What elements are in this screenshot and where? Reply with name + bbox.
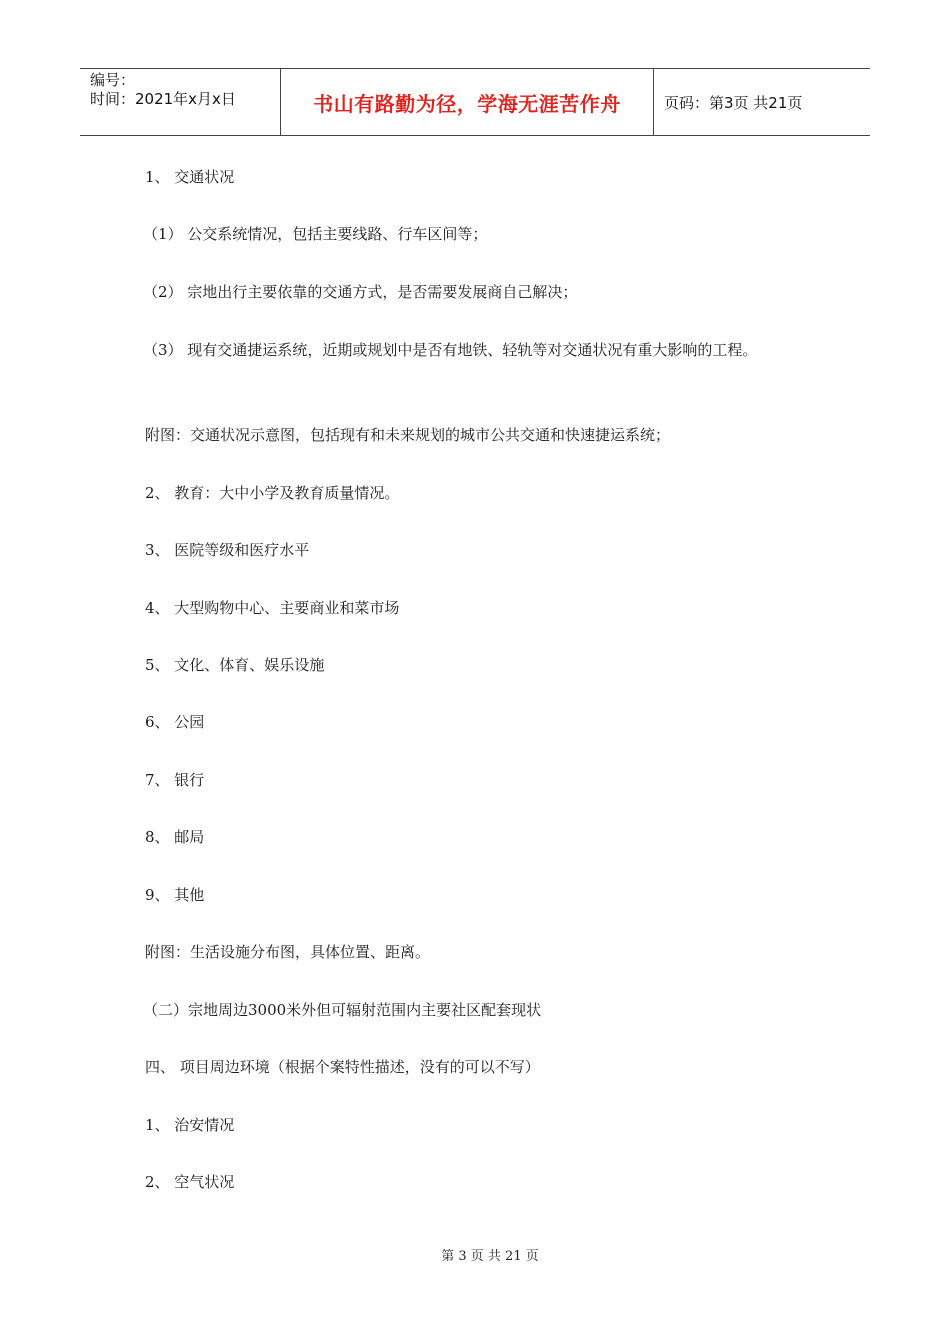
header-meta — [80, 69, 281, 135]
subitem-bus-system: （1） 公交系统情况，包括主要线路、行车区间等； — [143, 225, 488, 243]
document-date-label: 时间：2021年x月x日 — [90, 90, 236, 108]
document-number-label: 编号： — [90, 71, 136, 89]
section-item-post-office: 8、 邮局 — [145, 828, 205, 846]
section-item-culture: 5、 文化、体育、娱乐设施 — [145, 656, 325, 674]
subitem-travel-mode: （2） 宗地出行主要依靠的交通方式，是否需要发展商自己解决； — [143, 283, 578, 301]
section-item-security: 1、 治安情况 — [145, 1116, 235, 1134]
header-motto: 书山有路勤为径，学海无涯苦作舟 — [281, 69, 654, 135]
section-item-shopping: 4、 大型购物中心、主要商业和菜市场 — [145, 599, 400, 617]
attachment-facility-map: 附图：生活设施分布图，具体位置、距离。 — [145, 943, 431, 961]
header-page-info: 页码：第3页 共21页 — [664, 93, 803, 112]
section-item-air-quality: 2、 空气状况 — [145, 1173, 235, 1191]
section-item-traffic: 1、 交通状况 — [145, 168, 235, 186]
section-item-other: 9、 其他 — [145, 886, 205, 904]
section-item-bank: 7、 银行 — [145, 771, 205, 789]
section-item-hospital: 3、 医院等级和医疗水平 — [145, 541, 310, 559]
attachment-traffic-map: 附图：交通状况示意图，包括现有和未来规划的城市公共交通和快速捷运系统； — [145, 426, 671, 444]
page-footer: 第 3 页 共 21 页 — [441, 1249, 539, 1264]
section-heading-surrounding-community: （二）宗地周边3000米外但可辐射范围内主要社区配套现状 — [143, 1001, 542, 1019]
section-item-education: 2、 教育：大中小学及教育质量情况。 — [145, 484, 400, 502]
section-item-park: 6、 公园 — [145, 713, 205, 731]
section-heading-environment: 四、 项目周边环境（根据个案特性描述，没有的可以不写） — [145, 1058, 540, 1076]
page-header — [80, 68, 870, 136]
subitem-rapid-transit: （3） 现有交通捷运系统，近期或规划中是否有地铁、轻轨等对交通状况有重大影响的工程。 — [143, 341, 758, 359]
